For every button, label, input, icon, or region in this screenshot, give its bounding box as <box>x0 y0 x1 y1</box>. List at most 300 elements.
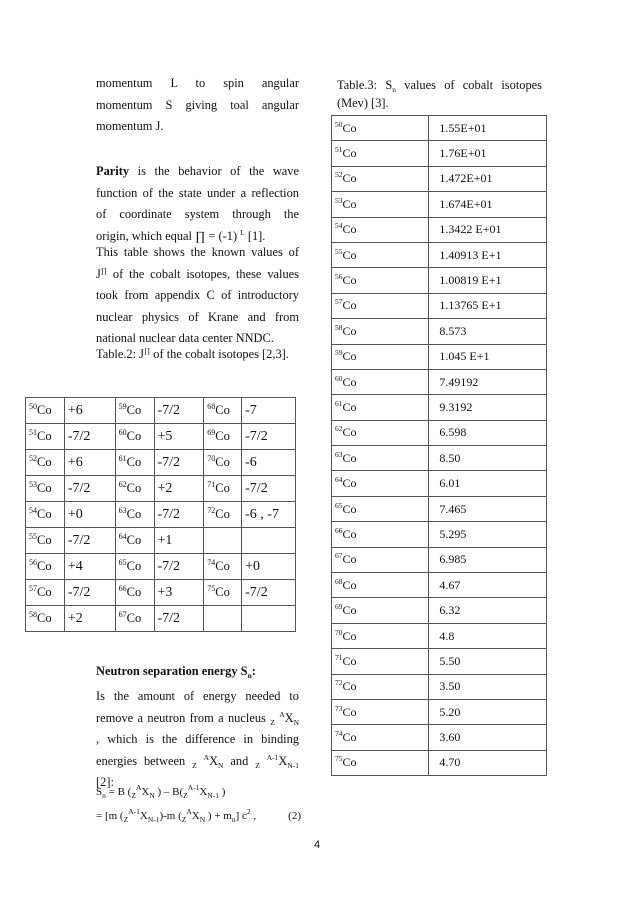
separation-energy-row <box>332 395 547 420</box>
mass-number: 72 <box>335 678 343 688</box>
separation-energy-value: 1.00819 E+1 <box>429 268 547 293</box>
eq1-x1: X <box>141 786 150 798</box>
element-symbol: Co <box>126 403 142 417</box>
isotope-cell <box>204 554 242 580</box>
eq1-s: S <box>96 786 103 798</box>
isotope-cell <box>115 398 154 424</box>
spin-parity-row <box>26 424 296 450</box>
mass-number: 59 <box>118 402 127 411</box>
isotope-cell <box>332 192 429 217</box>
eq1-mid2: ) – B( <box>154 786 184 798</box>
isotope-cell <box>115 606 154 632</box>
isotope-cell <box>332 344 429 369</box>
sep-x: X <box>284 710 294 725</box>
isotope-cell <box>332 598 429 623</box>
eq2-a2: A <box>186 807 192 816</box>
sep-line-5: [2]: <box>96 775 114 789</box>
spin-parity-value: -7/2 <box>64 528 115 554</box>
element-symbol: Co <box>342 273 357 288</box>
element-symbol: Co <box>342 653 357 668</box>
table2-caption-pre: Table.2: J <box>96 347 144 361</box>
isotope-cell <box>332 522 429 547</box>
element-symbol: Co <box>215 481 230 495</box>
mass-number: 69 <box>207 428 216 437</box>
separation-energy-row <box>332 446 547 471</box>
mass-number: 71 <box>207 480 216 489</box>
element-symbol: Co <box>126 559 142 573</box>
separation-energy-row <box>332 623 547 648</box>
element-symbol: Co <box>37 455 52 469</box>
spin-parity-value: +2 <box>64 606 115 632</box>
table2-caption-pi: ∏ <box>144 346 151 355</box>
momentum-line-2: momentum S giving toal angular <box>96 97 299 112</box>
element-symbol: Co <box>342 603 357 618</box>
isotope-cell <box>332 573 429 598</box>
eq2-x2: X <box>191 810 200 822</box>
spin-parity-value: -7/2 <box>154 502 204 528</box>
mass-number: 70 <box>207 454 216 463</box>
eq2-p3: ) + m <box>205 810 232 822</box>
isotope-cell <box>332 750 429 775</box>
element-symbol: Co <box>342 247 357 262</box>
intro-line-5: national nuclear data center NNDC. <box>96 331 274 345</box>
mass-number: 51 <box>335 145 343 155</box>
intro-line-4: nuclear physics of Krane and from <box>96 309 299 324</box>
eq1-z1: Z <box>131 791 136 800</box>
spin-parity-value: -7/2 <box>64 580 115 606</box>
isotope-cell <box>332 547 429 572</box>
mass-number: 63 <box>335 449 343 459</box>
separation-energy-row <box>332 725 547 750</box>
isotope-cell <box>332 699 429 724</box>
mass-number: 61 <box>335 398 343 408</box>
element-symbol: Co <box>126 429 142 443</box>
table3-caption-pre: Table.3: S <box>337 78 393 92</box>
element-symbol: Co <box>215 585 230 599</box>
spin-parity-value <box>242 606 296 632</box>
spin-parity-value <box>242 528 296 554</box>
spin-parity-row <box>26 476 296 502</box>
eq2-c-sup: 2 <box>246 807 251 816</box>
separation-energy-row <box>332 674 547 699</box>
equation-number: (2) <box>288 810 301 822</box>
isotope-cell <box>332 242 429 267</box>
separation-heading-text: Neutron separation energy S <box>96 664 248 678</box>
spin-parity-value: -7/2 <box>154 398 204 424</box>
element-symbol: Co <box>37 559 52 573</box>
table3-caption-post: values of cobalt isotopes <box>396 78 542 92</box>
spin-parity-value: -6 , -7 <box>242 502 296 528</box>
equation-1 <box>96 782 306 802</box>
spin-parity-value: -7/2 <box>154 450 204 476</box>
intro-j: J <box>96 266 101 281</box>
momentum-line-3: momentum J. <box>96 119 164 133</box>
mass-number: 50 <box>335 119 343 129</box>
eq2-a1: A-1 <box>128 807 140 816</box>
isotope-cell <box>332 674 429 699</box>
isotope-cell <box>26 398 65 424</box>
element-symbol: Co <box>342 425 357 440</box>
eq1-x2: X <box>199 786 208 798</box>
sep-x1: X <box>209 753 219 768</box>
element-symbol: Co <box>342 577 357 592</box>
spin-parity-value: +2 <box>154 476 204 502</box>
parity-line-4-mid: = (-1) <box>205 228 241 243</box>
mass-number: 62 <box>335 424 343 434</box>
isotope-cell <box>332 496 429 521</box>
isotope-cell <box>332 217 429 242</box>
element-symbol: Co <box>342 730 357 745</box>
separation-energy-heading <box>96 661 306 683</box>
element-symbol: Co <box>37 429 52 443</box>
mass-number: 58 <box>335 322 343 332</box>
element-symbol: Co <box>342 399 357 414</box>
eq2-z2: Z <box>181 815 187 824</box>
momentum-line-1: momentum L to spin angular <box>96 76 299 90</box>
element-symbol: Co <box>215 507 230 521</box>
isotope-cell <box>115 502 154 528</box>
element-symbol: Co <box>215 559 230 573</box>
isotope-cell <box>204 580 242 606</box>
isotope-cell <box>115 528 154 554</box>
mass-number: 64 <box>335 475 343 485</box>
mass-number: 65 <box>335 500 343 510</box>
table3-caption-line-2: (Mev) [3]. <box>337 95 389 110</box>
isotope-cell <box>332 623 429 648</box>
mass-number: 63 <box>118 506 127 515</box>
element-symbol: Co <box>342 552 357 567</box>
intro-pi: ∏ <box>100 265 108 275</box>
eq1-z2: Z <box>183 791 188 800</box>
separation-energy-table <box>331 115 547 776</box>
table3-caption <box>337 75 542 114</box>
spin-parity-row <box>26 606 296 632</box>
isotope-cell <box>115 476 154 502</box>
isotope-cell <box>332 116 429 141</box>
sep-n: N <box>293 717 299 727</box>
separation-energy-value: 5.50 <box>429 649 547 674</box>
sep-line-2 <box>96 708 299 730</box>
spin-parity-value: -7 <box>242 398 296 424</box>
isotope-cell <box>332 319 429 344</box>
isotope-cell <box>115 554 154 580</box>
eq1-n1: N <box>149 791 155 800</box>
mass-number: 66 <box>118 584 127 593</box>
mass-number: 72 <box>207 506 216 515</box>
intro-line-2 <box>96 264 299 286</box>
parity-line-2: function of the state under a reflection <box>96 185 299 200</box>
eq2-z1: Z <box>123 815 129 824</box>
isotope-cell <box>332 166 429 191</box>
element-symbol: Co <box>126 585 142 599</box>
sep-a1: A <box>203 752 210 762</box>
isotope-cell <box>332 268 429 293</box>
element-symbol: Co <box>342 704 357 719</box>
parity-line-1 <box>96 161 299 183</box>
spin-parity-value: -7/2 <box>242 424 296 450</box>
isotope-cell <box>332 649 429 674</box>
spin-parity-row <box>26 450 296 476</box>
spin-parity-row <box>26 528 296 554</box>
sep-n1: N <box>218 760 224 770</box>
mass-number: 62 <box>118 480 127 489</box>
isotope-cell <box>26 502 65 528</box>
eq1-n2: N-1 <box>207 791 220 800</box>
element-symbol: Co <box>215 429 230 443</box>
isotope-cell <box>115 424 154 450</box>
spin-parity-value: -7/2 <box>64 476 115 502</box>
separation-energy-row <box>332 344 547 369</box>
mass-number: 71 <box>335 652 343 662</box>
momentum-paragraph <box>96 73 299 138</box>
element-symbol: Co <box>215 455 230 469</box>
spin-parity-value: +5 <box>154 424 204 450</box>
sep-z1: Z <box>192 760 197 770</box>
mass-number: 54 <box>29 506 37 515</box>
intro-line-1: This table shows the known values of <box>96 245 299 259</box>
isotope-cell <box>26 580 65 606</box>
sep-line-4 <box>96 751 299 773</box>
element-symbol: Co <box>342 222 357 237</box>
separation-energy-value: 1.40913 E+1 <box>429 242 547 267</box>
mass-number: 54 <box>335 221 343 231</box>
separation-energy-row <box>332 319 547 344</box>
separation-energy-row <box>332 750 547 775</box>
separation-energy-value: 7.49192 <box>429 369 547 394</box>
separation-heading-sub: n <box>247 671 252 680</box>
sep-z: Z <box>270 717 275 727</box>
mass-number: 52 <box>335 170 343 180</box>
parity-line-3: of coordinate system through the <box>96 207 299 221</box>
spin-parity-row <box>26 398 296 424</box>
separation-energy-row <box>332 116 547 141</box>
eq2-x1: X <box>139 810 148 822</box>
separation-energy-row <box>332 598 547 623</box>
eq2-p2: )-m ( <box>159 810 182 822</box>
separation-energy-value: 1.472E+01 <box>429 166 547 191</box>
parity-exponent: L <box>240 227 245 237</box>
isotope-cell <box>204 450 242 476</box>
element-symbol: Co <box>37 403 52 417</box>
separation-energy-row <box>332 369 547 394</box>
element-symbol: Co <box>37 585 52 599</box>
mass-number: 64 <box>118 532 127 541</box>
spin-parity-value: +0 <box>64 502 115 528</box>
isotope-cell <box>26 528 65 554</box>
parity-line-4-pre: origin, which equal <box>96 228 196 243</box>
separation-energy-value: 1.13765 E+1 <box>429 293 547 318</box>
element-symbol: Co <box>37 533 52 547</box>
table2-caption-post: of the cobalt isotopes [2,3]. <box>150 347 289 361</box>
eq2-p4: ] c <box>235 810 247 822</box>
isotope-cell <box>332 395 429 420</box>
separation-energy-row <box>332 649 547 674</box>
eq2-n1: N-1 <box>147 815 160 824</box>
mass-number: 57 <box>335 297 343 307</box>
intro-line-3: took from appendix C of introductory <box>96 288 299 302</box>
table3-caption-sub: n <box>392 85 396 94</box>
mass-number: 75 <box>207 584 216 593</box>
separation-heading-colon: : <box>251 664 256 678</box>
isotope-cell <box>204 476 242 502</box>
sep-line-1: Is the amount of energy needed to <box>96 689 299 703</box>
eq1-end: ) <box>219 786 226 798</box>
mass-number: 69 <box>335 602 343 612</box>
eq2-p5: , <box>250 810 257 822</box>
element-symbol: Co <box>342 679 357 694</box>
element-symbol: Co <box>342 298 357 313</box>
spin-parity-value: +6 <box>64 398 115 424</box>
isotope-cell <box>26 424 65 450</box>
element-symbol: Co <box>342 120 357 135</box>
mass-number: 67 <box>335 551 343 561</box>
page-number: 4 <box>314 839 321 851</box>
mass-number: 55 <box>335 246 343 256</box>
element-symbol: Co <box>342 755 357 770</box>
intro-line-2-rest: of the cobalt isotopes, these values <box>107 266 299 281</box>
table-intro-paragraph <box>96 242 299 350</box>
isotope-cell <box>115 580 154 606</box>
element-symbol: Co <box>342 450 357 465</box>
separation-energy-row <box>332 471 547 496</box>
element-symbol: Co <box>342 323 357 338</box>
separation-energy-value: 1.76E+01 <box>429 141 547 166</box>
separation-paragraph <box>96 686 299 794</box>
parity-symbol: ∏ <box>195 228 206 243</box>
separation-energy-row <box>332 242 547 267</box>
eq1-a1: A <box>135 783 142 792</box>
separation-energy-value: 9.3192 <box>429 395 547 420</box>
spin-parity-row <box>26 554 296 580</box>
element-symbol: Co <box>342 171 357 186</box>
sep-a: A <box>279 709 285 719</box>
mass-number: 50 <box>29 402 37 411</box>
element-symbol: Co <box>342 196 357 211</box>
separation-energy-table-body <box>332 116 547 776</box>
isotope-cell <box>115 450 154 476</box>
isotope-cell <box>332 141 429 166</box>
separation-energy-value: 8.50 <box>429 446 547 471</box>
separation-energy-row <box>332 166 547 191</box>
separation-energy-row <box>332 573 547 598</box>
mass-number: 68 <box>207 402 216 411</box>
spin-parity-value: -7/2 <box>154 554 204 580</box>
isotope-cell <box>204 606 242 632</box>
eq1-a2: A-1 <box>187 783 200 792</box>
mass-number: 68 <box>335 576 343 586</box>
separation-energy-value: 8.573 <box>429 319 547 344</box>
spin-parity-value: -7/2 <box>154 606 204 632</box>
separation-energy-value: 4.70 <box>429 750 547 775</box>
spin-parity-table <box>25 397 296 632</box>
separation-energy-value: 6.01 <box>429 471 547 496</box>
separation-energy-value: 1.045 E+1 <box>429 344 547 369</box>
spin-parity-value: -7/2 <box>242 476 296 502</box>
mass-number: 60 <box>118 428 127 437</box>
mass-number: 60 <box>335 373 343 383</box>
mass-number: 65 <box>118 558 127 567</box>
element-symbol: Co <box>342 146 357 161</box>
mass-number: 74 <box>335 729 343 739</box>
spin-parity-value: -7/2 <box>242 580 296 606</box>
element-symbol: Co <box>126 481 142 495</box>
spin-parity-value: +3 <box>154 580 204 606</box>
separation-energy-row <box>332 268 547 293</box>
separation-energy-row <box>332 522 547 547</box>
spin-parity-row <box>26 502 296 528</box>
separation-energy-row <box>332 547 547 572</box>
mass-number: 74 <box>207 558 216 567</box>
table2-caption <box>96 344 306 366</box>
isotope-cell <box>26 554 65 580</box>
element-symbol: Co <box>215 403 230 417</box>
sep-line-4-pre: energies between <box>96 753 193 768</box>
eq2-p1: = [m ( <box>96 810 124 822</box>
isotope-cell <box>332 471 429 496</box>
equation-2 <box>96 806 301 826</box>
element-symbol: Co <box>126 455 142 469</box>
separation-energy-value: 6.985 <box>429 547 547 572</box>
separation-energy-value: 4.67 <box>429 573 547 598</box>
spin-parity-value: -6 <box>242 450 296 476</box>
separation-energy-value: 3.50 <box>429 674 547 699</box>
isotope-cell <box>204 398 242 424</box>
mass-number: 59 <box>335 348 343 358</box>
separation-energy-value: 6.598 <box>429 420 547 445</box>
sep-and: and <box>223 753 256 768</box>
mass-number: 55 <box>29 532 37 541</box>
separation-energy-row <box>332 141 547 166</box>
isotope-cell <box>332 725 429 750</box>
spin-parity-value: +4 <box>64 554 115 580</box>
parity-paragraph <box>96 161 299 247</box>
parity-ref: [1]. <box>244 228 266 243</box>
mass-number: 51 <box>29 428 37 437</box>
separation-energy-row <box>332 699 547 724</box>
mass-number: 58 <box>29 610 37 619</box>
eq2-n2: N <box>199 815 206 824</box>
mass-number: 67 <box>118 610 127 619</box>
spin-parity-value: +0 <box>242 554 296 580</box>
sep-z2: Z <box>255 760 260 770</box>
isotope-cell <box>204 502 242 528</box>
spin-parity-value: +1 <box>154 528 204 554</box>
separation-energy-value: 5.295 <box>429 522 547 547</box>
sep-x2: X <box>278 753 288 768</box>
element-symbol: Co <box>342 476 357 491</box>
mass-number: 75 <box>335 754 343 764</box>
isotope-cell <box>26 450 65 476</box>
element-symbol: Co <box>126 507 142 521</box>
element-symbol: Co <box>37 481 52 495</box>
spin-parity-table-body <box>26 398 296 632</box>
sep-line-2-pre: remove a neutron from a nucleus <box>96 710 271 725</box>
isotope-cell <box>332 369 429 394</box>
mass-number: 52 <box>29 454 37 463</box>
isotope-cell <box>26 606 65 632</box>
element-symbol: Co <box>342 526 357 541</box>
separation-energy-value: 6.32 <box>429 598 547 623</box>
separation-energy-value: 1.674E+01 <box>429 192 547 217</box>
element-symbol: Co <box>342 628 357 643</box>
separation-energy-row <box>332 420 547 445</box>
element-symbol: Co <box>342 349 357 364</box>
element-symbol: Co <box>126 533 142 547</box>
isotope-cell <box>332 293 429 318</box>
separation-energy-row <box>332 496 547 521</box>
spin-parity-value: +6 <box>64 450 115 476</box>
element-symbol: Co <box>342 374 357 389</box>
